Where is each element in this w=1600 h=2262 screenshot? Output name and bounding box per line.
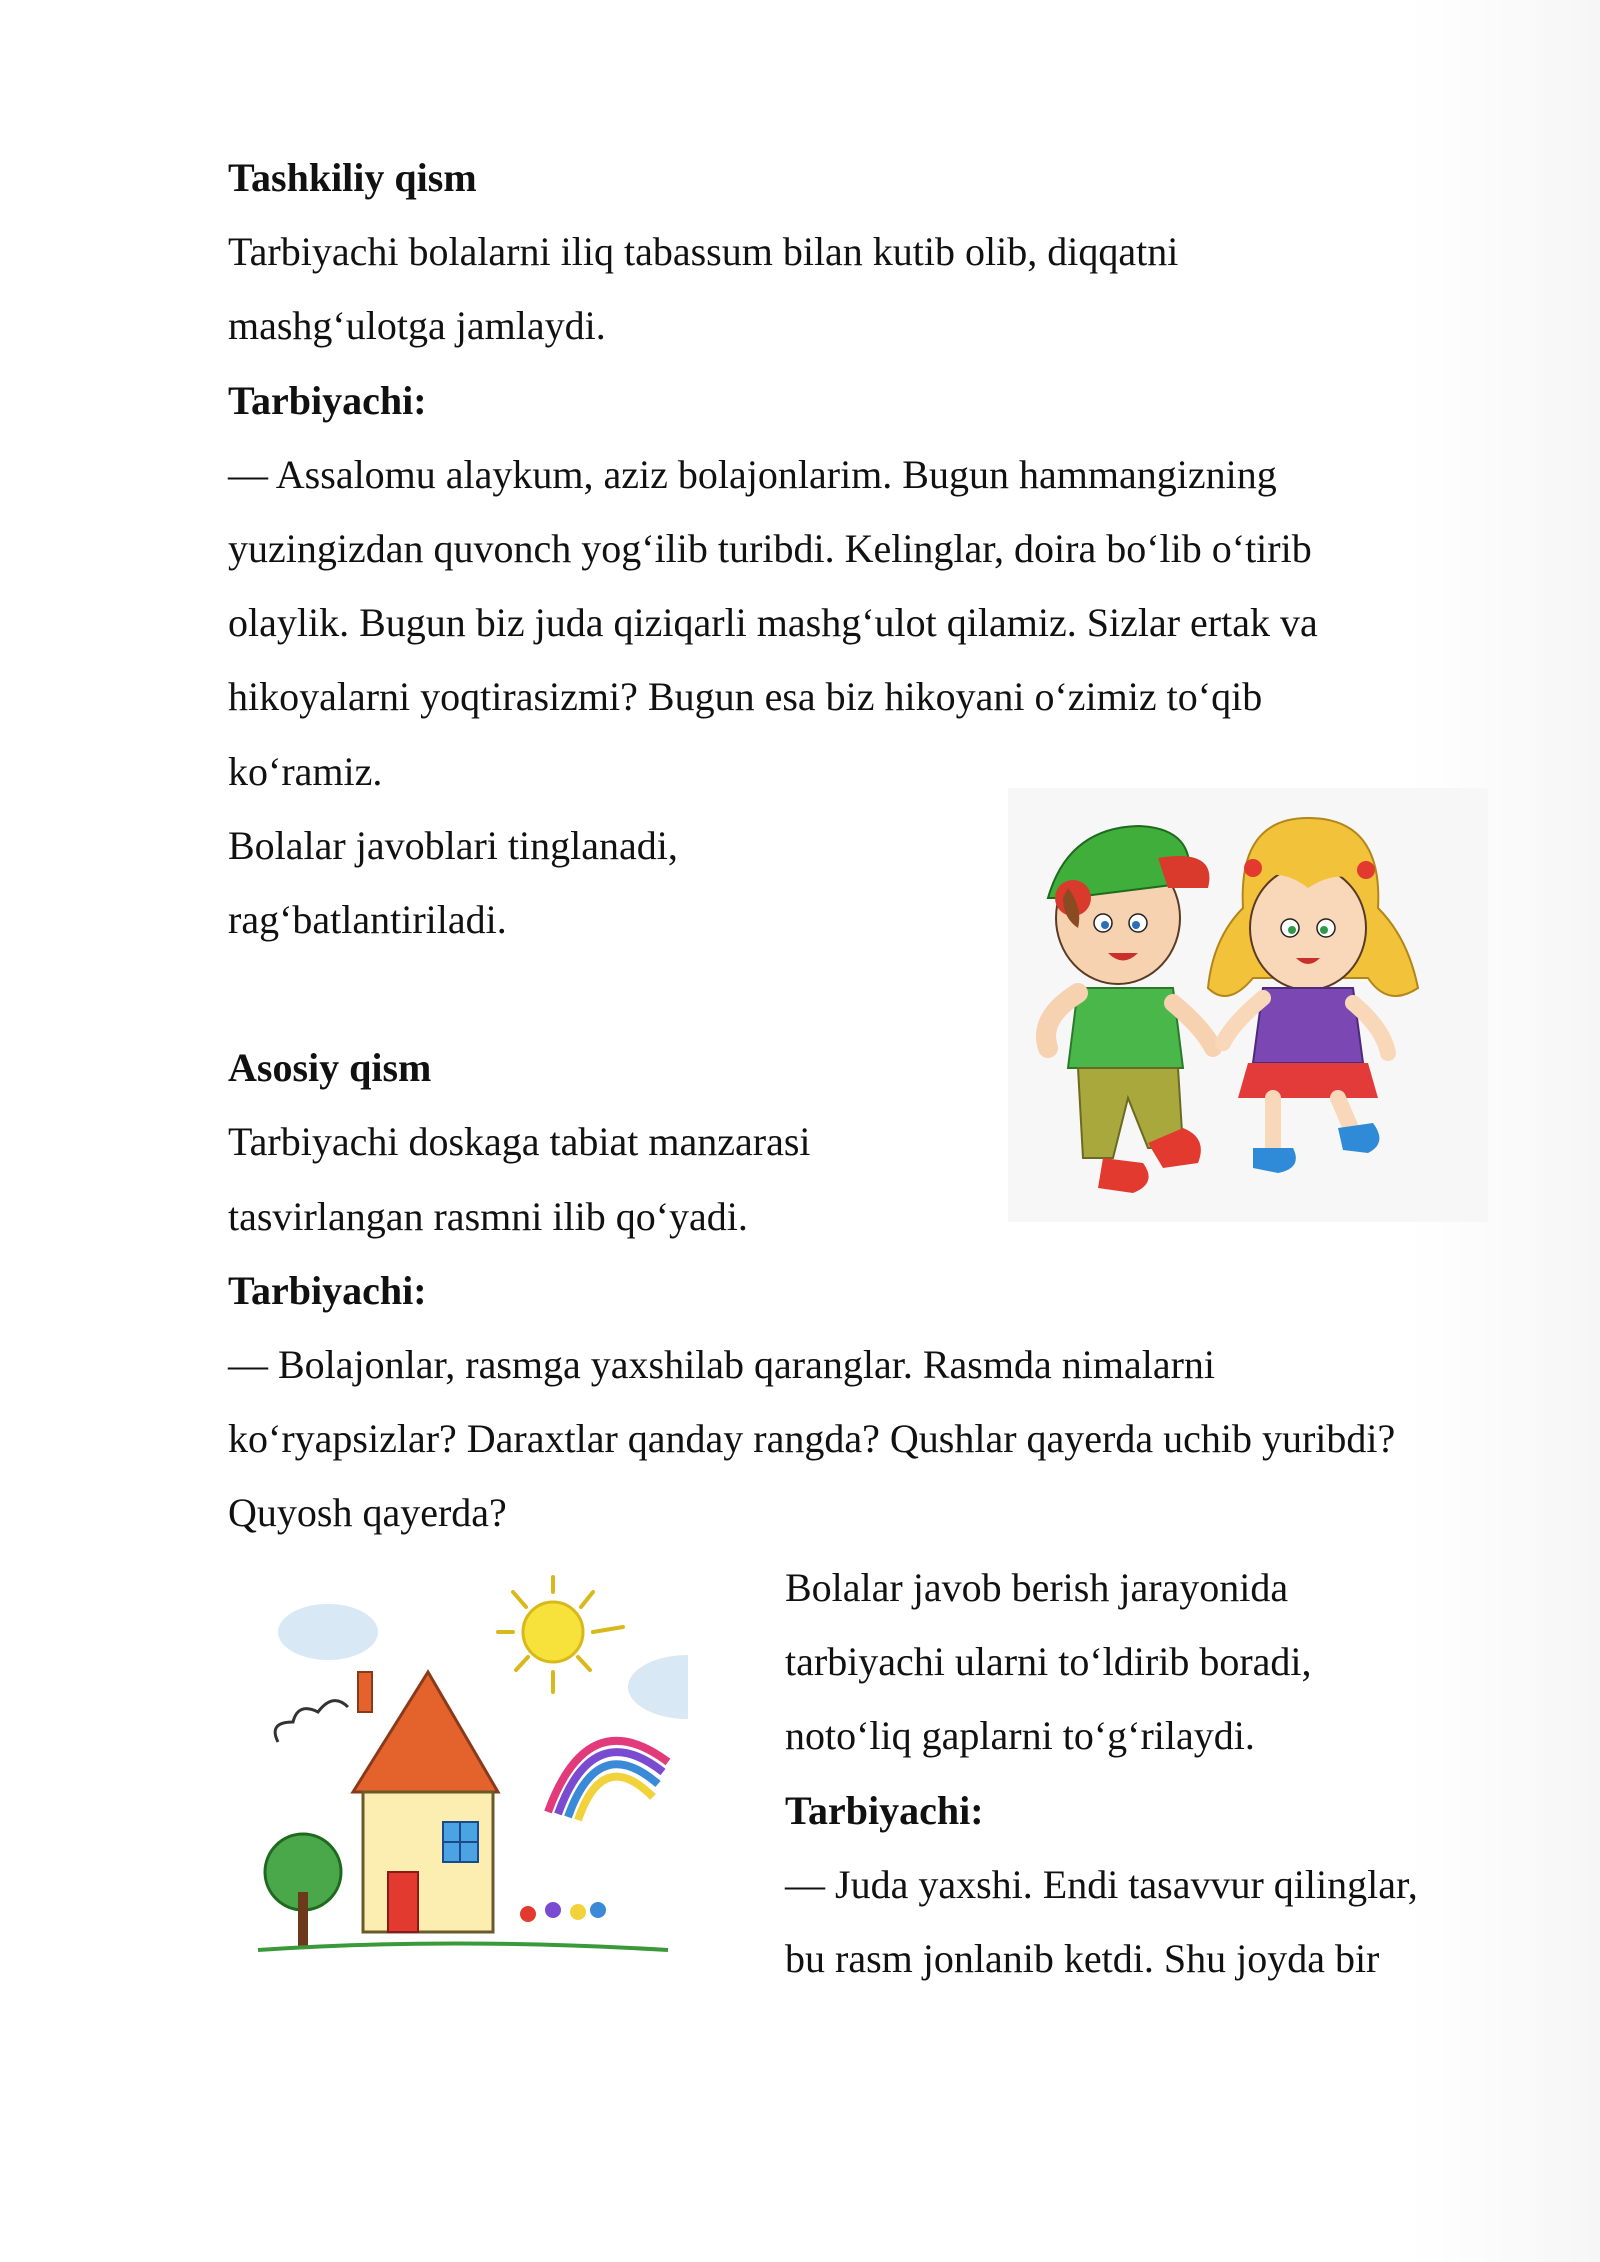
speech-line-4: hikoyalarni yoqtirasizmi? Bugun esa biz hikoyani o‘zimiz to‘qib xyxy=(228,674,1263,720)
speech-line-3: olaylik. Bugun biz juda qiziqarli mashg‘ulot qilamiz. Sizlar ertak va xyxy=(228,600,1318,646)
speech-line-2: yuzingizdan quvonch yog‘ilib turibdi. Kelinglar, doira bo‘lib o‘tirib xyxy=(228,525,1312,571)
final-speech-line-1: — Juda yaxshi. Endi tasavvur qilinglar, xyxy=(785,1861,1418,1907)
note-line-2: rag‘batlantiriladi. xyxy=(228,896,507,942)
final-speech-line-2: bu rasm jonlanib ketdi. Shu joyda bir xyxy=(785,1935,1380,1981)
kids-illustration xyxy=(1008,788,1488,1222)
house-sun-rainbow-image xyxy=(248,1552,688,1972)
main-speech-line-2: ko‘ryapsizlar? Daraxtlar qanday rangda? Qushlar qayerda uchib yuribdi? xyxy=(228,1416,1396,1462)
speaker-label: Tarbiyachi: xyxy=(228,377,427,423)
heading-asosiy-qism: Asosiy qism xyxy=(228,1045,432,1091)
child-drawing-illustration xyxy=(248,1552,688,1972)
cartoon-kids-image xyxy=(1008,788,1488,1222)
speaker-label-3: Tarbiyachi: xyxy=(785,1787,984,1833)
main-intro-line-2: tasvirlangan rasmni ilib qo‘yadi. xyxy=(228,1193,748,1239)
answer-line-1: Bolalar javob berish jarayonida xyxy=(785,1565,1289,1610)
main-speech-line-3: Quyosh qayerda? xyxy=(228,1490,507,1536)
section-answers xyxy=(785,1551,1418,1996)
intro-line-1: Tarbiyachi bolalarni iliq tabassum bilan kutib olib, diqqatni xyxy=(228,229,1179,275)
speaker-label-2: Tarbiyachi: xyxy=(228,1267,427,1313)
note-line-1: Bolalar javoblari tinglanadi, xyxy=(228,822,678,868)
answer-line-3: noto‘liq gaplarni to‘g‘rilaydi. xyxy=(785,1713,1255,1759)
heading-tashkiliy-qism: Tashkiliy qism xyxy=(228,155,477,200)
main-speech-line-1: — Bolajonlar, rasmga yaxshilab qaranglar. Rasmda nimalarni xyxy=(228,1342,1216,1387)
speech-line-1: — Assalomu alaykum, aziz bolajonlarim. Bugun hammangizning xyxy=(228,451,1277,497)
speech-line-5: ko‘ramiz. xyxy=(228,748,383,794)
intro-line-2: mashg‘ulotga jamlaydi. xyxy=(228,303,606,349)
answer-line-2: tarbiyachi ularni to‘ldirib boradi, xyxy=(785,1639,1312,1685)
main-intro-line-1: Tarbiyachi doskaga tabiat manzarasi xyxy=(228,1119,811,1165)
